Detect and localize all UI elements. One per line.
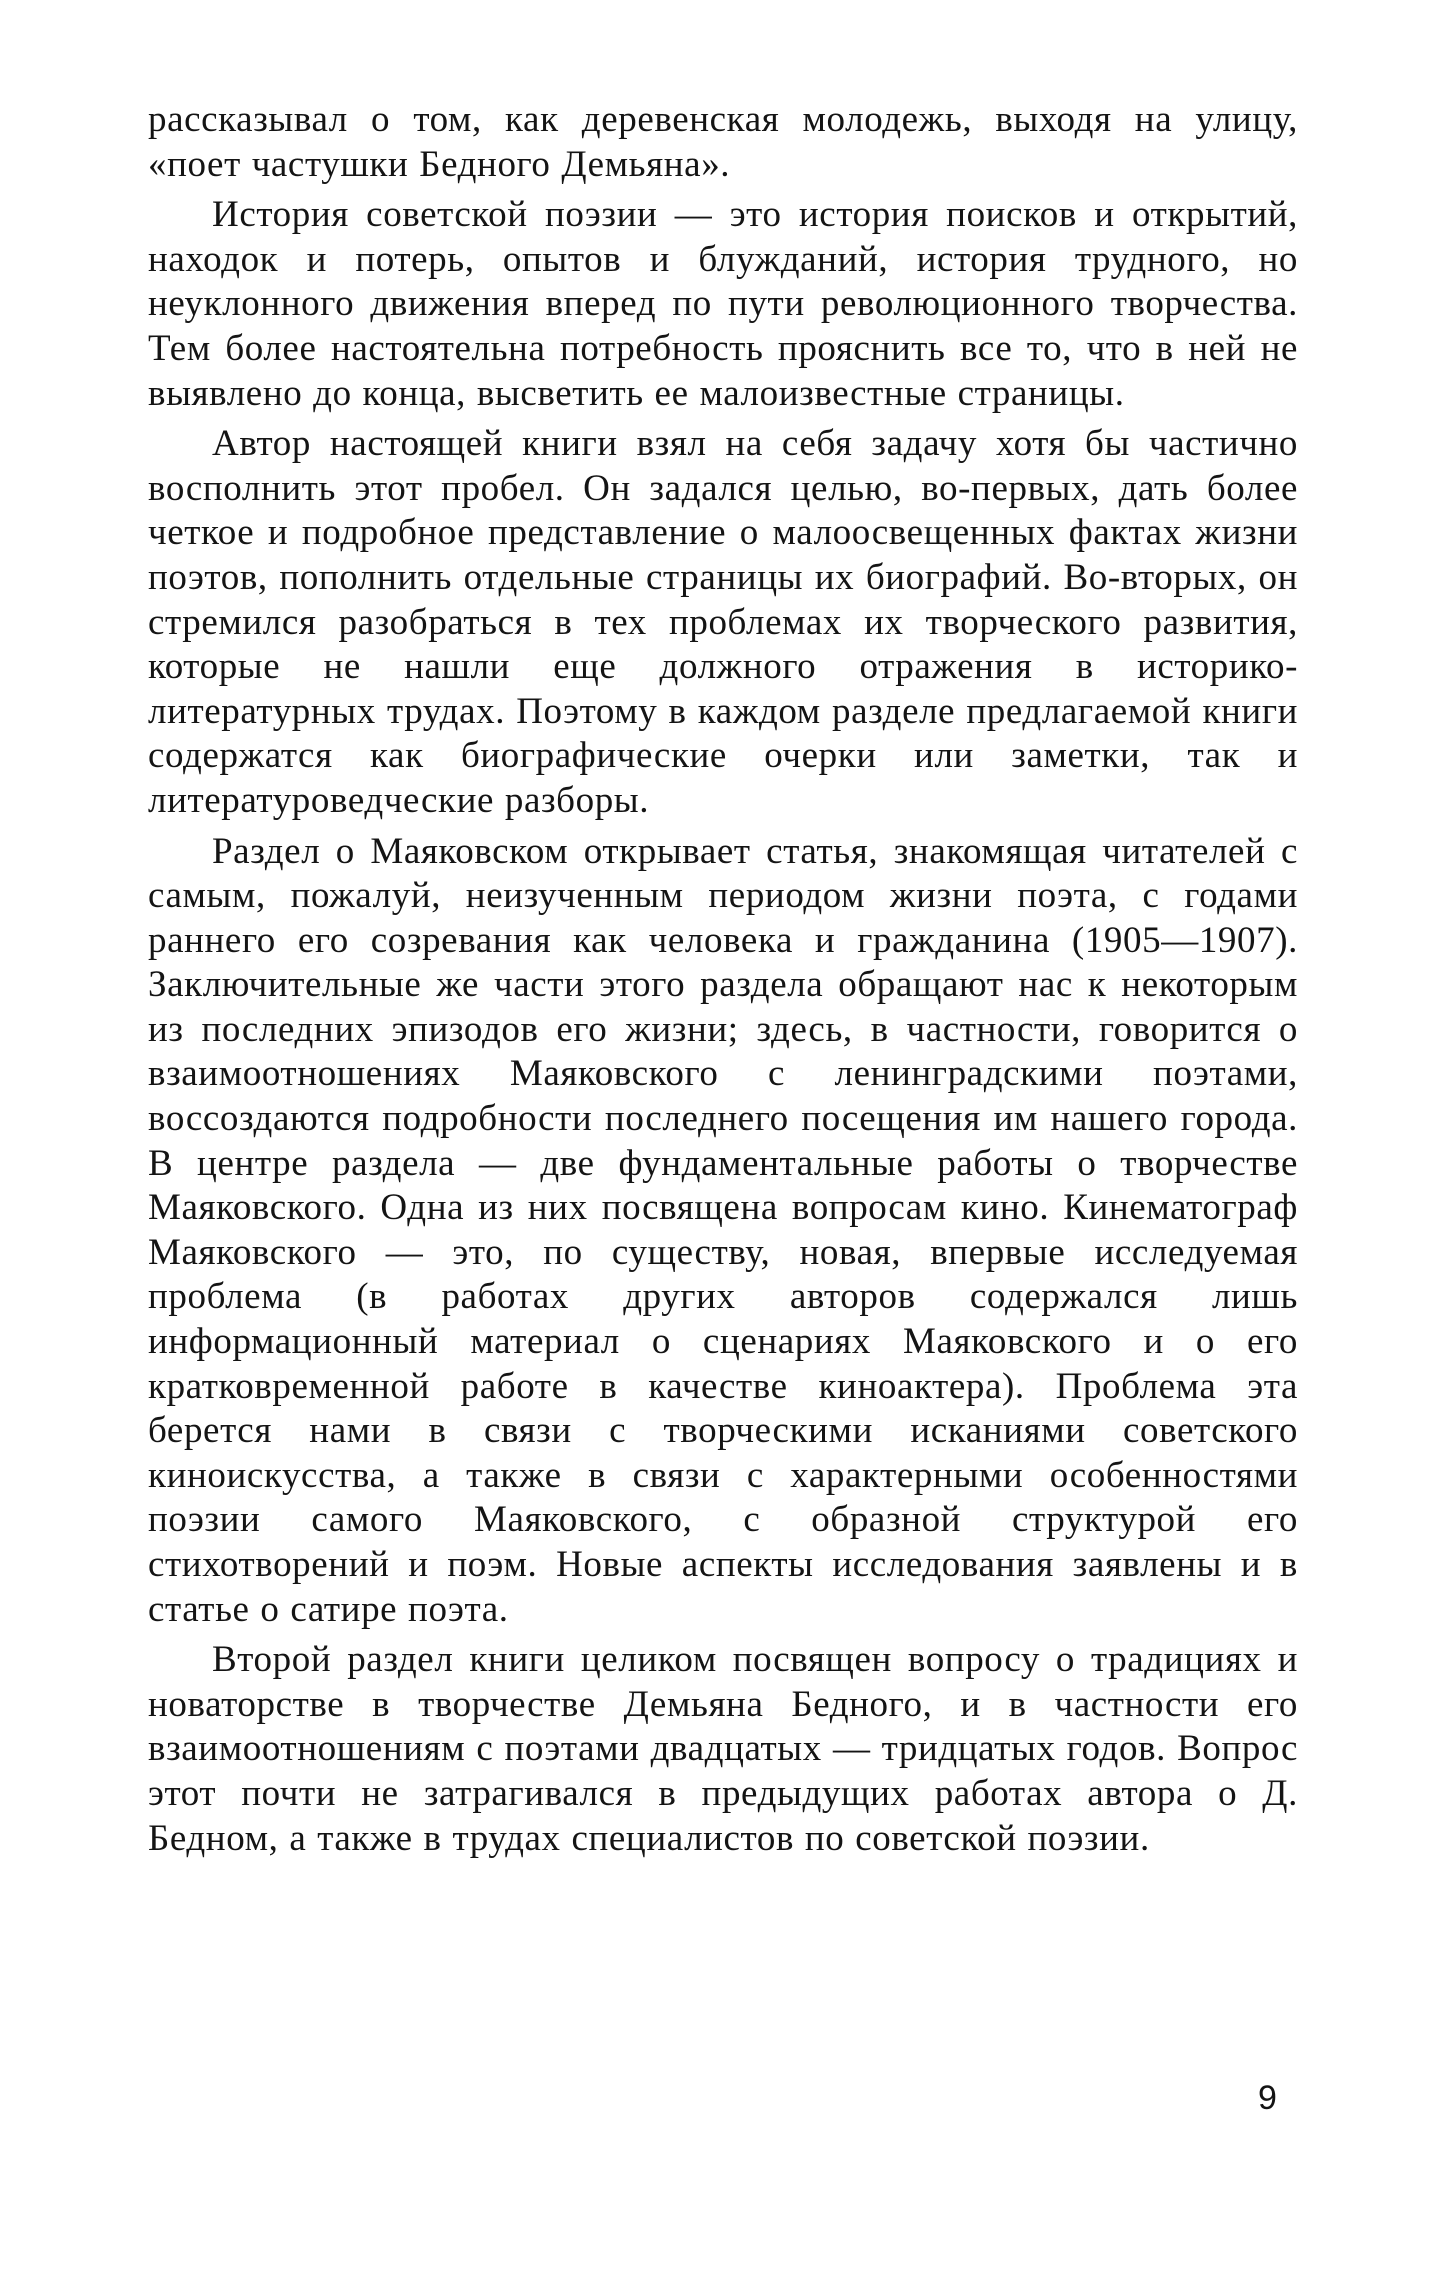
paragraph-soviet-poetry-history: История советской поэзии — это история поисков и открытий, находок и потерь, опытов и блужданий, история трудного, но неуклонного движения вперед по пути революционного творчества. Тем более настоятельна потребность прояснить все то, что в ней не выявлено до конца, высветить ее малоизвестные страницы. (148, 194, 1298, 414)
paragraph-mayakovsky-section: Раздел о Маяковском открывает статья, знакомящая читателей с самым, пожалуй, неизученным периодом жизни поэта, с годами раннего его созревания как человека и гражданина (1905—1907). Заключительные же части этого раздела обращают нас к некоторым из последних эпизодов его жизни; здесь, в частности, говорится о взаимоотношениях Маяковского с ленинградскими поэтами, воссоздаются подробности последнего посещения им нашего города. В центре раздела — две фундаментальные работы о творчестве Маяковского. Одна из них посвящена вопросам кино. Кинематограф Маяковского — это, по существу, новая, впервые исследуемая проблема (в работах других авторов содержался лишь информационный материал о сценариях Маяковского и о его кратковременной работе в качестве киноактера). Проблема эта берется нами в связи с творческими исканиями советского киноискусства, а также в связи с характерными особенностями поэзии самого Маяковского, с образной структурой его стихотворений и поэм. Новые аспекты исследования заявлены и в статье о сатире поэта. (148, 830, 1298, 1630)
paragraph-bedny-section: Второй раздел книги целиком посвящен вопросу о традициях и новаторстве в творчестве Демьяна Бедного, и в частности его взаимоотношениям с поэтами двадцатых — тридцатых годов. Вопрос этот почти не затрагивался в предыдущих работах автора о Д. Бедном, а также в трудах специалистов по советской поэзии. (148, 1639, 1298, 1859)
body-text (148, 98, 1298, 1861)
paragraph-continuation: рассказывал о том, как деревенская молодежь, выходя на улицу, «поет частушки Бедного Демьяна». (148, 99, 1298, 185)
paragraph-author-task: Автор настоящей книги взял на себя задачу хотя бы частично восполнить этот пробел. Он задался целью, во-первых, дать более четкое и подробное представление о малоосвещенных фактах жизни поэтов, пополнить отдельные страницы их биографий. Во-вторых, он стремился разобраться в тех проблемах их творческого развития, которые не нашли еще должного отражения в историко-литературных трудах. Поэтому в каждом разделе предлагаемой книги содержатся как биографические очерки или заметки, так и литературоведческие разборы. (148, 423, 1298, 821)
page-number: 9 (1258, 2079, 1277, 2117)
